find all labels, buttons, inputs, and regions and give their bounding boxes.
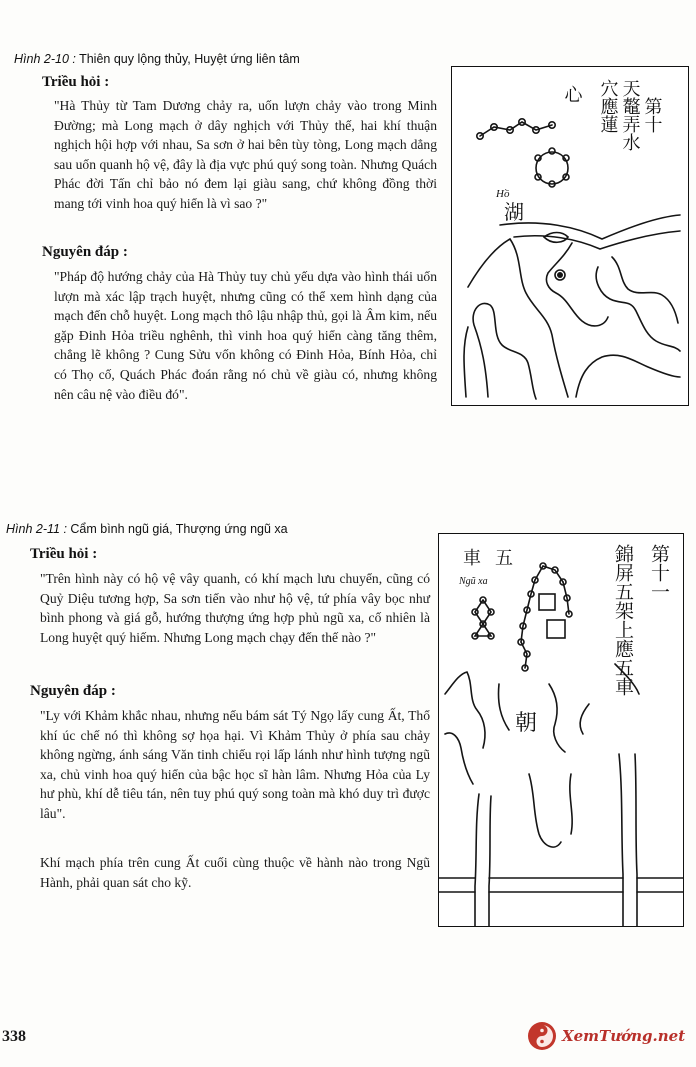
figure-2-10-map <box>451 66 689 406</box>
answer-heading-2: Nguyên đáp : <box>30 683 116 699</box>
figure-2-11-label: Hình 2-11 : <box>6 522 67 536</box>
figure-2-10-title: Thiên quy lộng thủy, Huyệt ứng liên tâm <box>75 52 300 66</box>
map-title-col3: 穴應蓮 <box>597 79 619 133</box>
map-label-ho-latin: Hồ <box>496 188 510 200</box>
map2-label-court: 朝 <box>515 711 538 736</box>
map2-title-col2: 錦屏五架上應五車 <box>612 544 634 696</box>
map-drawing-2 <box>439 534 683 926</box>
page-number: 338 <box>2 1028 26 1045</box>
map2-label-five: 五 <box>495 548 513 569</box>
figure-2-11-caption <box>6 522 288 536</box>
question-heading-1: Triều hỏi : <box>42 74 110 90</box>
map-title-col4: 心 <box>561 85 583 103</box>
watermark-text: XemTướng.net <box>562 1027 686 1045</box>
map2-title-col1: 第十一 <box>648 544 670 601</box>
map-drawing-1 <box>452 67 688 405</box>
map-title-col1: 第十 <box>641 97 663 133</box>
watermark-logo <box>528 1016 693 1056</box>
question-heading-2: Triều hỏi : <box>30 546 98 562</box>
answer-text-1: "Pháp độ hướng chảy của Hà Thủy tuy chủ yếu dựa vào hình thái uốn lượn mà xác lập trạch huyệt, nhưng cũng có thể xem hình dạng của mạch đến chỗ huyệt. Long mạch thô lậu nhập thủ, gọi là Âm kim, nếu gặp Đinh Hỏa triều nghênh, thì vinh hoa quý hiển càng tăng thêm, chẳng lẽ không ? Cung Sửu vốn không có Đinh Hỏa, Bính Hỏa, chỉ có Thọ cố, Quách Phác đoán rằng nó chủ về giàu có, nhưng không nên câu nệ vào điều đó". <box>54 269 437 402</box>
yin-yang-icon <box>528 1022 556 1050</box>
figure-2-11-map <box>438 533 684 927</box>
map2-label-cart: 車 <box>463 548 481 569</box>
map2-label-latin: Ngũ xa <box>459 576 488 587</box>
question-text-2: "Trên hình này có hộ vệ vây quanh, có khí mạch lưu chuyển, cũng có Quỷ Diệu tương hợp, Sa sơn tiến vào như hộ vệ, tứ phía vây bọc như bình phong và giá gỗ, hướng thượng ứng hợp phủ ngũ xa, cố nhiên là Long huyệt quý hiếm. Nhưng Long mạch chạy đến thế nào ?" <box>40 571 430 645</box>
figure-2-10-label: Hình 2-10 : <box>14 52 76 66</box>
closing-text: Khí mạch phía trên cung Ất cuối cùng thuộc về hành nào trong Ngũ Hành, phải quan sát cho kỹ. <box>40 855 430 890</box>
question-text-1: "Hà Thủy từ Tam Dương chảy ra, uốn lượn chảy vào trong Minh Đường; mà Long mạch ở dây nghịch với Thủy thế, hai khí thuận nghịch hội hợp với nhau, Sa sơn ở hai bên tùy tòng, Long mạch dẳng sau uốn quanh hộ vệ, đây là địa vực phú quý song toàn. Nhưng Quách Phác đời Tấn chỉ bảo nó đem lại giàu sang, chứ không đồng thời mang tới vinh hoa quý hiển là vì sao ?" <box>54 98 437 211</box>
figure-2-11-title: Cẩm bình ngũ giá, Thượng ứng ngũ xa <box>66 522 288 536</box>
map-title-col2: 天鼇弄水 <box>619 79 641 151</box>
figure-2-10-caption <box>14 52 300 66</box>
answer-heading-1: Nguyên đáp : <box>42 244 128 260</box>
answer-text-2: "Ly với Khảm khắc nhau, nhưng nếu bám sát Tý Ngọ lấy cung Ất, Thổ khí úc chế nó thì không sợ họa hại. Vì Khảm Thủy ở phía sau chảy không ngừng, ánh sáng Văn tinh chiếu rọi lấp lánh như hình tượng ngũ xa, chủ vinh hoa quý hiển của bậc học sĩ hàn lâm. Nhưng Hỏa của Ly hư phù, khí dễ tiêu tán, nên tuy phú quý song toàn mà khó duy trì được lâu". <box>40 708 430 821</box>
map-label-ho-cjk: 湖 <box>504 200 524 224</box>
